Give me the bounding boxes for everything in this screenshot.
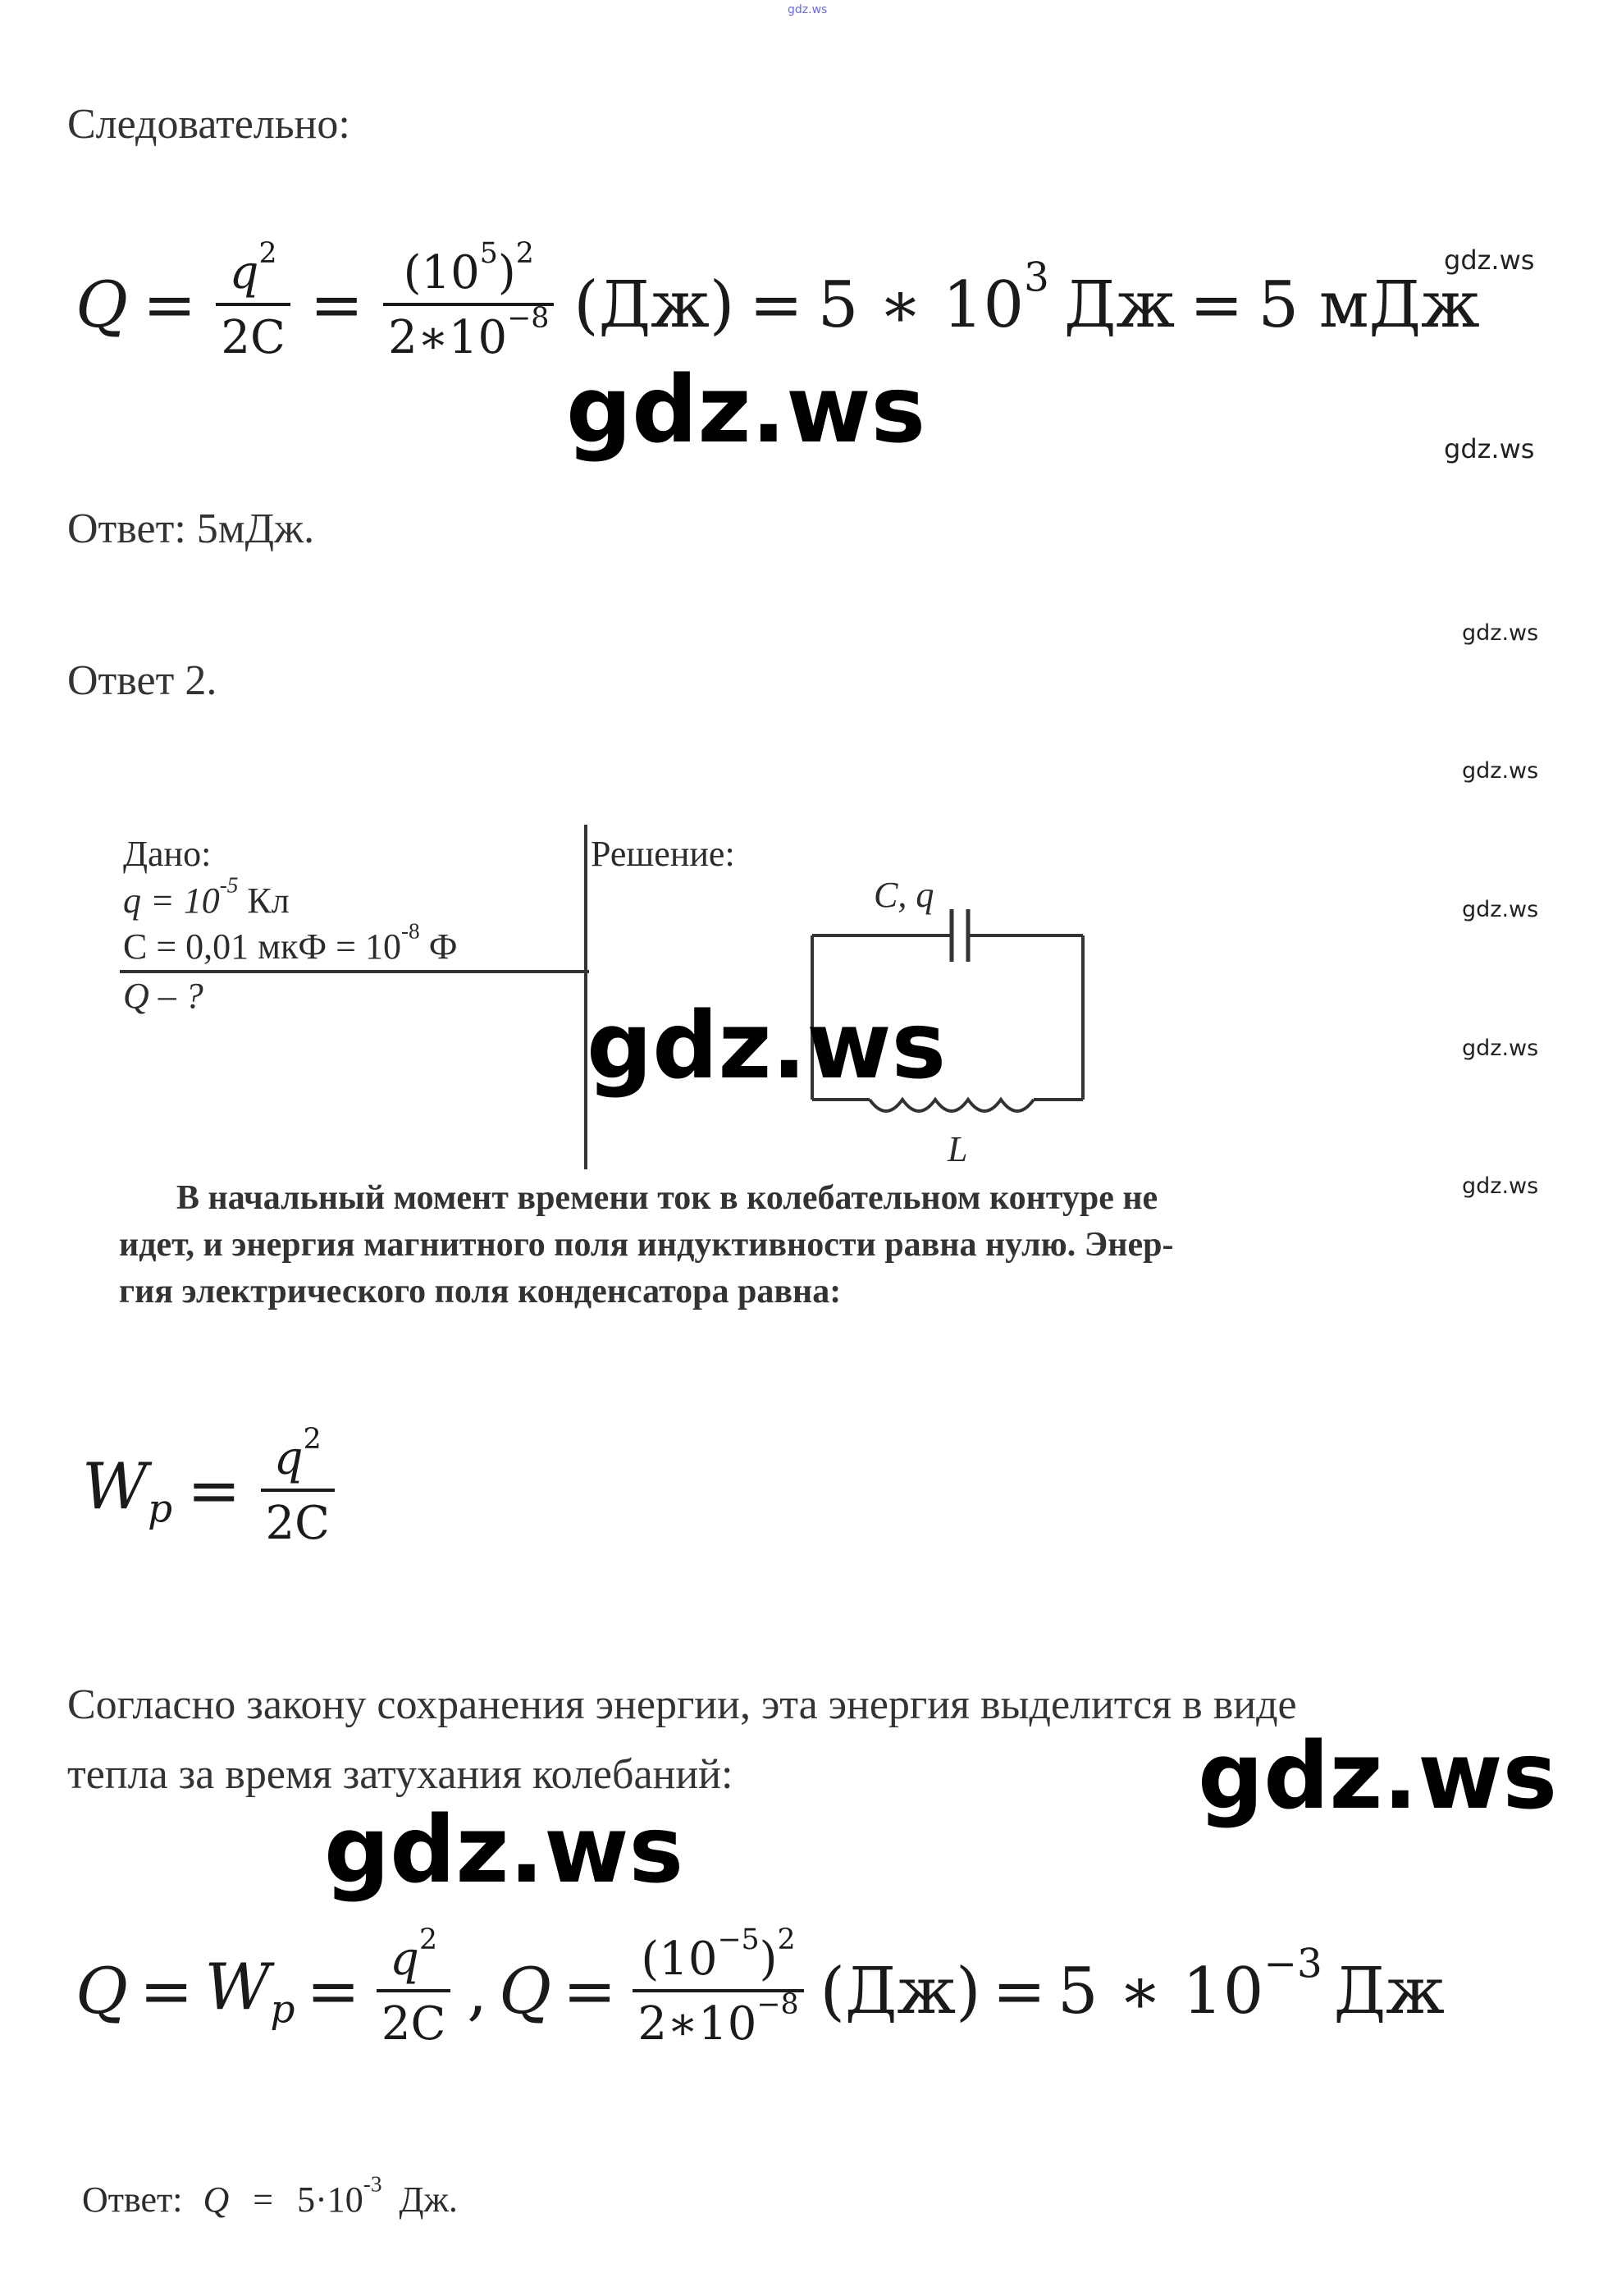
scan-paragraph-line-1: В начальный момент времени ток в колебательном контуре не	[176, 1179, 1158, 1217]
answer-label: Ответ:	[82, 2179, 183, 2220]
result: 5 ∗ $10^{-3}$	[1057, 1941, 1322, 2028]
watermark: gdz.ws	[1444, 245, 1535, 276]
fraction-numeric	[383, 236, 554, 364]
unit: (Дж)	[573, 268, 735, 342]
equals-sign: =	[142, 268, 197, 342]
watermark-large: gdz.ws	[1198, 1723, 1558, 1830]
header-watermark: gdz.ws	[788, 3, 828, 16]
frac-num-exp2: 2	[777, 1923, 796, 1956]
frac-den: 2C	[265, 1497, 330, 1550]
answer-value: 5·10	[297, 2179, 363, 2220]
unit: (Дж)	[820, 1955, 981, 2028]
formula-q2: Q	[499, 1955, 552, 2028]
answer-q: Q	[203, 2179, 230, 2220]
equals-sign: =	[309, 268, 364, 342]
result-unit: Дж	[1333, 1955, 1445, 2028]
scan-paragraph-line-3: гия электрического поля конденсатора равна:	[119, 1273, 842, 1310]
given-line-q: $q = 10^{-5}$ Кл	[123, 872, 290, 921]
equals-sign: =	[139, 1955, 194, 2028]
conservation-text-line-1: Согласно закону сохранения энергии, эта энергия выделится в виде	[67, 1681, 1297, 1728]
equals-sign: =	[1190, 268, 1244, 342]
frac-den-exp: −8	[507, 301, 550, 335]
frac-den: 2∗10	[388, 311, 508, 364]
answer-2	[82, 2171, 458, 2221]
fraction-numeric	[633, 1923, 803, 2051]
equals-sign: =	[749, 268, 803, 342]
inductor-label: L	[948, 1129, 968, 1169]
frac-num: q	[390, 1932, 419, 1986]
fraction-q2-2c	[377, 1923, 450, 2051]
given-divider-line	[120, 970, 589, 973]
frac-num-exp: −5	[717, 1923, 760, 1956]
section-2-title: Ответ 2.	[67, 657, 217, 704]
formula-lhs: Q	[75, 268, 128, 342]
equals-sign: =	[992, 1955, 1046, 2028]
frac-den: 2∗10	[637, 1997, 757, 2051]
scan-paragraph-line-2: идет, и энергия магнитного поля индуктивности равна нулю. Энер-	[119, 1226, 1174, 1264]
given-line-c: C = 0,01 мкФ = $10^{-8}$ Ф	[123, 918, 458, 967]
result: 5 ∗ $10^3$	[817, 254, 1049, 342]
frac-num-exp: 5	[479, 236, 498, 270]
watermark: gdz.ws	[1462, 620, 1539, 646]
frac-den: 2C	[221, 311, 285, 364]
frac-num: q	[273, 1432, 304, 1485]
watermark-large: gdz.ws	[587, 993, 947, 1100]
frac-num-exp: 2	[258, 236, 277, 270]
answer-eq: =	[253, 2179, 274, 2220]
frac-num-exp: 2	[418, 1923, 438, 1956]
solution-heading: Решение:	[591, 834, 735, 874]
equals-sign: =	[306, 1955, 360, 2028]
formula-q-1	[75, 236, 1480, 364]
equals-sign: =	[563, 1955, 617, 2028]
given-heading: Дано:	[123, 834, 212, 874]
conservation-text-line-2: тепла за время затухания колебаний:	[67, 1751, 733, 1798]
watermark-large: gdz.ws	[324, 1797, 684, 1904]
result-unit: Дж	[1063, 268, 1176, 342]
formula-q: Q	[75, 1955, 128, 2028]
frac-num-exp2: 2	[515, 236, 534, 270]
answer-1: Ответ: 5мДж.	[67, 505, 315, 552]
formula-wp	[82, 1422, 340, 1550]
equals-sign: =	[187, 1454, 241, 1528]
wp-symbol: $W_p$	[204, 1951, 295, 2033]
answer-exp: -3	[363, 2171, 382, 2197]
wp-symbol: $W_p$	[82, 1450, 173, 1532]
frac-den: 2C	[381, 1997, 446, 2051]
formula-final	[75, 1923, 1445, 2051]
frac-num-close: )	[759, 1932, 778, 1986]
frac-num-exp: 2	[303, 1422, 322, 1456]
watermark-large: gdz.ws	[566, 357, 926, 464]
frac-num: (10	[641, 1932, 718, 1986]
frac-den-exp: −8	[756, 1987, 799, 2021]
fraction-q2-2c	[216, 236, 290, 364]
frac-num: q	[229, 246, 259, 300]
capacitor-label: C, q	[874, 875, 934, 915]
given-find: Q – ?	[123, 976, 203, 1016]
watermark: gdz.ws	[1462, 1173, 1539, 1199]
answer-unit: Дж.	[399, 2179, 458, 2220]
frac-num: (10	[403, 246, 480, 300]
watermark: gdz.ws	[1462, 758, 1539, 784]
final-result: 5 мДж	[1258, 268, 1480, 342]
fraction-q2-2c	[261, 1422, 335, 1550]
intro-text: Следовательно:	[67, 101, 350, 148]
watermark: gdz.ws	[1462, 1036, 1539, 1061]
separator: ,	[467, 1955, 488, 2028]
frac-num-close: )	[497, 246, 516, 300]
watermark: gdz.ws	[1444, 433, 1535, 464]
watermark: gdz.ws	[1462, 897, 1539, 922]
